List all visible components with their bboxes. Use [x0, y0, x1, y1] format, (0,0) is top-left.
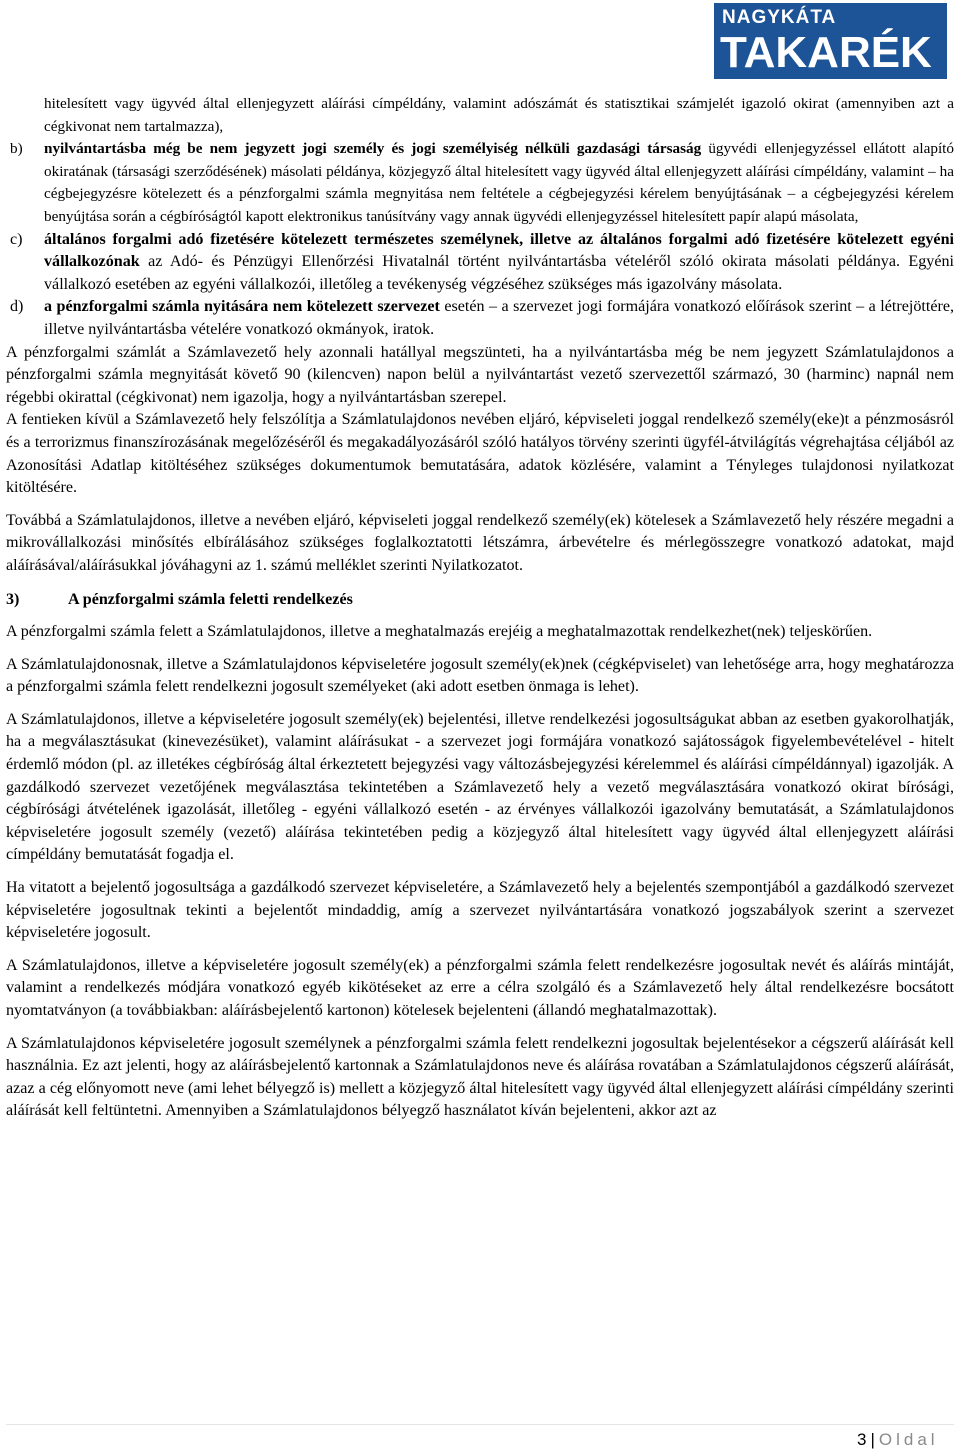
nagykata-takarek-logo — [714, 3, 947, 79]
logo-line2: TAKARÉK — [720, 28, 932, 77]
list-item-c-text: az Adó- és Pénzügyi Ellenőrzési Hivatalnál történt nyilvántartásba vételéről szóló okirata másolati példánya. Egyéni vállalkozó esetében az egyéni vállalkozói, illetőleg a tevékenység végzéséhez szükséges más igazolvány másolata. — [44, 253, 954, 293]
paragraph-authorized-persons: A Számlatulajdonosnak, illetve a Számlatulajdonos képviseletére jogosult személy(ek)nek (cégképviselet) van lehetősége arra, hogy meghatározza a pénzforgalmi számla felett rendelkezni jogosult személyeket (aki adott esetben önmaga is lehet). — [6, 655, 954, 696]
paragraph-representation-proof: A Számlatulajdonos, illetve a képviseletére jogosult személy(ek) bejelentési, illetve rendelkezési jogosultságukat abban az esetben gyakorolhatják, ha a megválasztásukat (kinevezésüket), valamint aláírásukat - a szervezet jogi formájára vonatkozó sajátosságok figyelembevételével - hitelt érdemlő módon (pl. az illetékes cégbíróság által érkeztetett bejegyzési vagy változásbejegyzési kérelemmel és aláírási címpéldánnyal) igazolják. A gazdálkodó szervezet vezetőjének megválasztása tekintetében a Számlavezető hely a vezető megválasztására vonatkozó okirat bírósági, cégbírósági átvételének igazolását, illetőleg - egyéni vállalkozó esetén - az érvényes vállalkozói igazolvány bemutatását, a Számlatulajdonos képviseletére jogosult személy (vezető) aláírása tekintetében pedig a közjegyző által hitelesített vagy ügyvéd által ellenjegyzett aláírási címpéldány bemutatását fogadja el. — [6, 710, 954, 864]
page-label: Oldal — [878, 1430, 939, 1449]
section-number: 3) — [6, 591, 20, 609]
paragraph-account-termination: A pénzforgalmi számlát a Számlavezető hely azonnali hatállyal megszünteti, ha a nyilvántartásba még be nem jegyzett Számlatulajdonos a pénzforgalmi számla megnyitását követő 90 (kilencven) napon belül a nyilvántartást vezető szervezettől származó, 30 (harminc) napnál nem régebbi okirattal (cégkivonat) nem igazolja, hogy a nyilvántartásban szerepel. — [6, 343, 954, 406]
paragraph-company-signature: A Számlatulajdonos képviseletére jogosult személynek a pénzforgalmi számla felett rendelkezni jogosultak bejelentésekor a cégszerű aláírását kell használnia. Ez azt jelenti, hogy az aláírásbejelentő kartonnak a Számlatulajdonos neve és aláírása rovatában a Számlatulajdonos cégszerű aláírását, azaz a cég előnyomott neve (ami lehet bélyegző is) mellett a közjegyző által hitelesített vagy ügyvéd által ellenjegyzett aláírási címpéldány szerinti aláírását kell feltüntetni. Amennyiben a Számlatulajdonos bélyegző használatot kíván bejelenteni, akkor azt az — [6, 1034, 954, 1120]
list-item-d-bold: a pénzforgalmi számla nyitására nem kötelezett szervezet — [44, 298, 440, 316]
document-body — [6, 93, 954, 1123]
paragraph-disputed-authority: Ha vitatott a bejelentő jogosultsága a gazdálkodó szervezet képviseletére, a Számlavezető hely a bejelentés szempontjából a gazdálkodó szervezet képviseletére jogosultnak tekinti a bejelentőt mindaddig, amíg a szervezet nyilvántartására vonatkozó jogszabályok szerint a szervezet képviseletére jogosult. — [6, 879, 954, 942]
list-item-d-text: esetén – a szervezet jogi formájára vonatkozó előírások szerint – a létrejöttére, illetve nyilvántartásba vételére vonatkozó okmányok, iratok. — [44, 298, 954, 338]
list-item-c-bold: általános forgalmi adó fizetésére kötelezett természetes személynek, illetve az általános forgalmi adó fizetésére kötelezett egyéni vállalkozónak — [44, 230, 954, 271]
list-item-b-text: ügyvédi ellenjegyzéssel ellátott alapító okiratának (társasági szerződésének) másolati példánya, közjegyző által hitelesített vagy ügyvéd által ellenjegyzett aláírási címpéldány, valamint – ha cégbejegyzésre kötelezett és a pénzforgalmi számla megnyitása nem feltétele a cégbejegyzési kérelem benyújtásának – a cégbejegyzési kérelem benyújtása során a cégbíróságtól kapott elektronikus tanúsítvány vagy annak ügyvédi ellenjegyzéssel hitelesített papír alapú másolata, — [44, 140, 954, 225]
paragraph-microenterprise-data: Továbbá a Számlatulajdonos, illetve a nevében eljáró, képviseleti joggal rendelkező személy(ek) kötelesek a Számlavezető hely részére megadni a mikrovállalkozási minősítés elbírálásához szükséges foglalkoztatotti létszámra, árbevételre és mérlegösszegre vonatkozó adatokat, majd aláírásával/aláírásukkal jóváhagyni az 1. számú melléklet szerinti Nyilatkozatot. — [6, 511, 954, 574]
paragraph-signature-card: A Számlatulajdonos, illetve a képviseletére jogosult személy(ek) a pénzforgalmi számla felett rendelkezésre jogosultak nevét és aláírás mintáját, valamint a rendelkezés módjára vonatkozó egyéb kikötéseket az erre a célra szolgáló és a Számlavezető hely által rendelkezésre bocsátott nyomtatványon (a továbbiakban: aláírásbejelentő kartonon) kötelesek bejelenteni (állandó meghatalmazottak). — [6, 956, 954, 1019]
list-item-b — [6, 138, 954, 228]
section-heading-3 — [6, 589, 954, 612]
page-number: 3 — [857, 1430, 867, 1449]
logo-line1: NAGYKÁTA — [722, 7, 837, 28]
list-label-d: d) — [10, 298, 24, 316]
paragraph-customer-due-diligence: A fentieken kívül a Számlavezető hely felszólítja a Számlatulajdonos nevében eljáró, képviseleti joggal rendelkező személy(eke)t a pénzmosásról és a terrorizmus finanszírozásának megelőzéséről és megakadályozásáról szóló hatályos törvény szerinti ügyfél-átvilágítás végrehajtása céljából az Azonosítási Adatlap kitöltéséhez szükséges dokumentumok bemutatására, adatok közlésére, valamint a Tényleges tulajdonosi nyilatkozat kitöltésére. — [6, 411, 954, 497]
list-item-c — [6, 229, 954, 297]
section-title: A pénzforgalmi számla feletti rendelkezés — [68, 591, 353, 609]
list-item-d — [6, 296, 954, 341]
list-item-b-bold: nyilvántartásba még be nem jegyzett jogi személy és jogi személyiség nélküli gazdasági társaság — [44, 140, 702, 158]
paragraph-disposal-rights: A pénzforgalmi számla felett a Számlatulajdonos, illetve a meghatalmazás erejéig a meghatalmazottak rendelkezhet(nek) teljeskörűen. — [6, 623, 873, 641]
footer-separator: | — [870, 1430, 875, 1449]
page-footer — [857, 1430, 939, 1450]
list-label-c: c) — [10, 230, 23, 248]
list-item-a-continuation: hitelesített vagy ügyvéd által ellenjegyzett aláírási címpéldány, valamint adószámát és statisztikai számjelét igazoló okirat (amennyiben azt a cégkivonat nem tartalmazza), — [44, 95, 954, 135]
footer-divider — [6, 1424, 954, 1425]
list-label-b: b) — [10, 140, 23, 158]
